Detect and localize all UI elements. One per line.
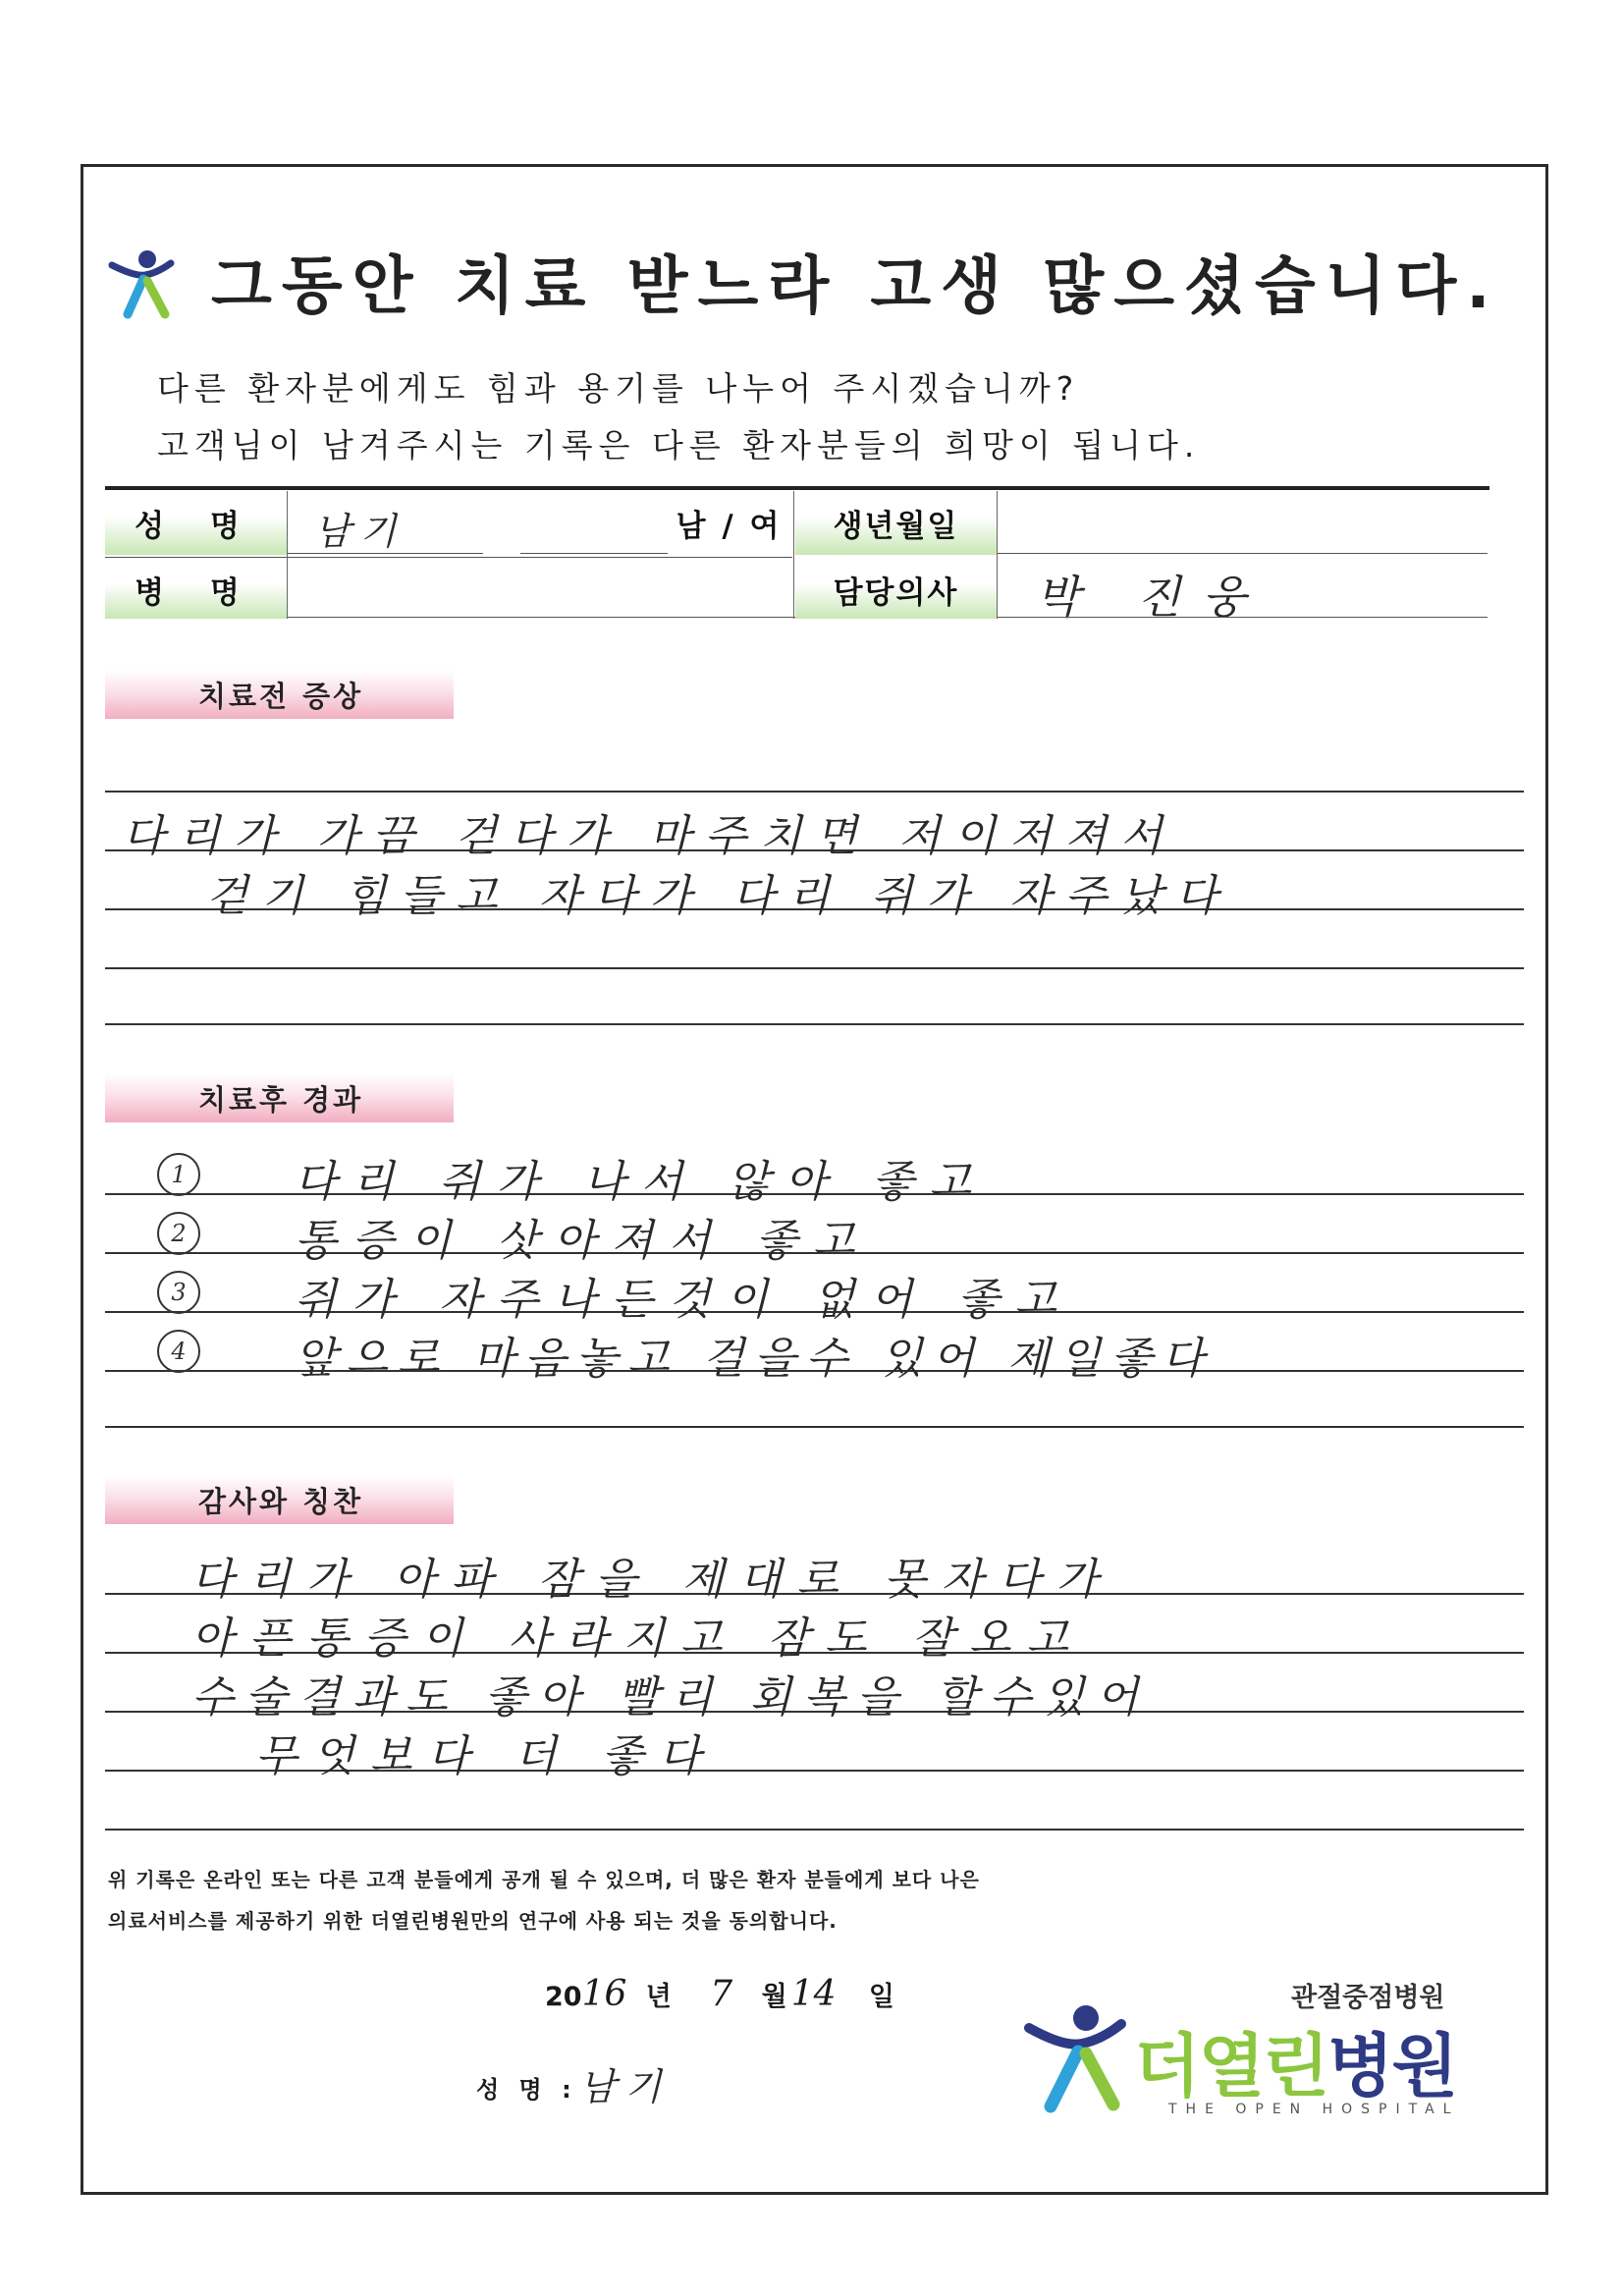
page-title: 그동안 치료 받느라 고생 많으셨습니다. (211, 250, 1500, 323)
after-number-3: 3 (157, 1271, 200, 1314)
brand-name-part1: 더열린 (1134, 2026, 1327, 2106)
thanks-text-1: 다리가 아파 잠을 제대로 못자다가 (191, 1555, 1113, 1605)
doctor-label: 담당의사 (795, 560, 997, 619)
disease-underline (287, 617, 795, 618)
name-underline-2 (520, 553, 668, 554)
thanks-line-5 (105, 1829, 1524, 1831)
brand-name (1134, 2011, 1456, 2110)
gender-label: 남 / 여 (676, 509, 783, 544)
after-text-4: 앞으로 마음놓고 걸을수 있어 제일좋다 (295, 1334, 1215, 1384)
before-line-5 (105, 1023, 1524, 1025)
table-vline-1 (287, 491, 288, 619)
person-figure-icon (106, 246, 177, 324)
brand-english: THE OPEN HOSPITAL (1168, 2102, 1460, 2117)
table-vline-2 (793, 491, 794, 619)
date-month: 7 (710, 1974, 733, 2014)
date-year: 16 (581, 1974, 627, 2014)
after-text-1: 다리 쥐가 나서 않아 좋고 (295, 1157, 987, 1207)
section-before-title: 치료전 증상 (105, 670, 454, 719)
after-number-2: 2 (157, 1212, 200, 1255)
before-text-2: 걷기 힘들고 자다가 다리 쥐가 자주났다 (206, 871, 1231, 921)
birthdate-underline (997, 553, 1488, 554)
after-text-3: 쥐가 자주나든것이 없어 좋고 (295, 1275, 1073, 1325)
row-divider (105, 557, 792, 558)
date-day-unit: 일 (868, 1982, 895, 2012)
after-number-4: 4 (157, 1330, 200, 1373)
signature-value: 남기 (579, 2065, 672, 2108)
after-number-1: 1 (157, 1153, 200, 1196)
disease-label: 병 명 (105, 560, 287, 619)
table-top-border (105, 486, 1489, 490)
signature-label: 성 명 : (476, 2076, 577, 2104)
before-line-4 (105, 967, 1524, 969)
consent-line-1: 위 기록은 온라인 또는 다른 고객 분들에게 공개 될 수 있으며, 더 많은 환자 분들에게 보다 나은 (108, 1868, 980, 1891)
brand-name-part2: 병원 (1326, 2026, 1457, 2106)
before-line-1 (105, 791, 1524, 793)
date-year-unit: 년 (645, 1982, 672, 2012)
person-figure-icon (1021, 1998, 1129, 2116)
thanks-text-2: 아픈통증이 사라지고 잠도 잘오고 (191, 1613, 1085, 1664)
date-month-unit: 월 (761, 1982, 787, 2012)
consent-line-2: 의료서비스를 제공하기 위한 더열린병원만의 연구에 사용 되는 것을 동의합니다. (108, 1909, 838, 1933)
thanks-text-4: 무엇보다 더 좋다 (255, 1731, 717, 1781)
name-label: 성 명 (105, 491, 287, 555)
before-text-1: 다리가 가끔 걷다가 마주치면 저이저져서 (123, 811, 1176, 861)
date-prefix: 20 (545, 1982, 582, 2012)
section-thanks-title: 감사와 칭찬 (105, 1475, 454, 1524)
brand-tagline: 관절중점병원 (1291, 1983, 1445, 2013)
after-line-5 (105, 1426, 1524, 1428)
date-day: 14 (790, 1974, 837, 2014)
table-vline-3 (997, 491, 998, 619)
section-after-title: 치료후 경과 (105, 1073, 454, 1122)
date-line (545, 1974, 894, 2014)
doctor-value: 박 진웅 (1036, 571, 1268, 624)
thanks-text-3: 수술결과도 좋아 빨리 회복을 할수있어 (191, 1672, 1151, 1722)
intro-line-1: 다른 환자분에게도 힘과 용기를 나누어 주시겠습니까? (157, 369, 1080, 408)
after-text-2: 통증이 삿아져서 좋고 (295, 1216, 871, 1266)
name-underline (287, 553, 483, 554)
name-value: 남기 (314, 510, 406, 553)
doctor-underline (997, 617, 1488, 618)
intro-line-2: 고객님이 남겨주시는 기록은 다른 환자분들의 희망이 됩니다. (157, 426, 1201, 465)
birthdate-label: 생년월일 (795, 491, 997, 555)
